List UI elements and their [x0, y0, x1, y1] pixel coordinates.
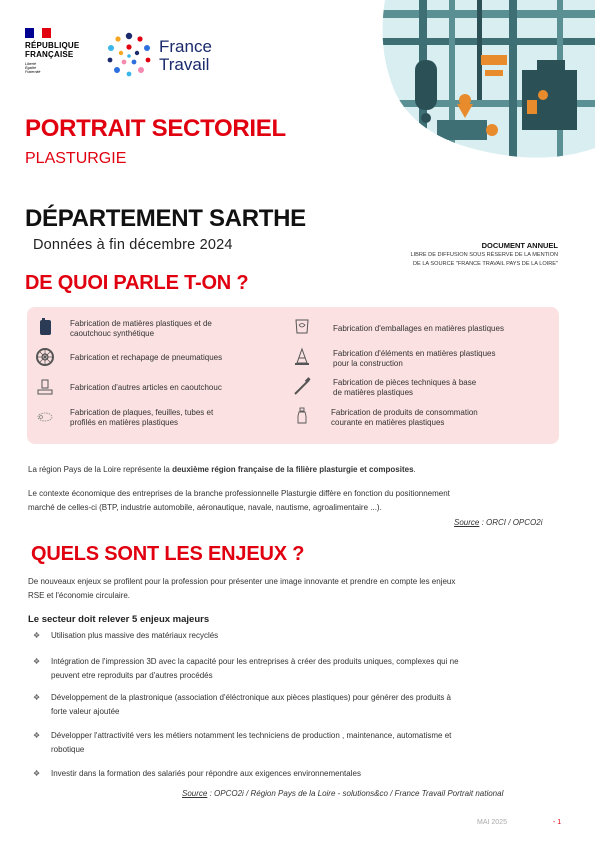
document-notice	[360, 241, 558, 269]
source-note-2: Source : OPCO2i / Région Pays de la Loire - solutions&co / France Travail Portrait national	[182, 789, 504, 798]
challenge-item-5: ❖ Investir dans la formation des salariés pour répondre aux exigences environnementales	[33, 767, 558, 781]
france-travail-logo-icon	[104, 30, 154, 80]
diamond-bullet-icon: ❖	[33, 769, 41, 778]
barrel-icon	[35, 317, 55, 337]
department-title: DÉPARTEMENT SARTHE	[25, 205, 306, 232]
challenge-item-3: ❖ Développement de la plastronique (association d'éléctronique aux pièces plastiques) pour générer des produits à forte valeur ajoutée	[33, 693, 451, 716]
activity-item-7: Fabrication de plaques, feuilles, tubes et profilés en matières plastiques	[70, 408, 214, 427]
challenge-item-2: ❖ Intégration de l'impression 3D avec la capacité pour les entreprises à créer des produits uniques, complexes qui ne peuvent etre reproduits par d'autres procédés	[33, 657, 459, 680]
page-title: PORTRAIT SECTORIEL	[25, 115, 286, 142]
activity-item-5: Fabrication d'autres articles en caoutchouc	[70, 383, 222, 392]
activity-item-4: Fabrication d'éléments en matières plastiques pour la construction	[333, 349, 496, 368]
republique-francaise-logo	[25, 28, 95, 74]
source-note-1: Source : ORCI / OPCO2i	[454, 518, 543, 527]
data-date: Données à fin décembre 2024	[33, 237, 233, 253]
rf-motto-3: Fraternité	[25, 70, 41, 74]
challenges-lead: Le secteur doit relever 5 enjeux majeurs	[28, 614, 210, 625]
region-highlight: deuxième région française de la filière plasturgie et composites	[172, 465, 414, 474]
activity-item-6: Fabrication de pièces techniques à base de matières plastiques	[333, 378, 477, 397]
traffic-cone-icon	[292, 347, 312, 367]
industrial-pipes-illustration	[377, 0, 595, 160]
challenge-item-1: ❖ Utilisation plus massive des matériaux recyclés	[33, 629, 558, 643]
rubber-stamp-icon	[35, 377, 55, 397]
sector-subtitle: PLASTURGIE	[25, 150, 127, 167]
region-intro: La région Pays de la Loire représente la deuxième région française de la filière plasturgie et composites.	[28, 465, 416, 474]
rf-name-line1: RÉPUBLIQUE	[25, 41, 80, 50]
rf-name-line2: FRANÇAISE	[25, 50, 74, 59]
activity-item-8: Fabrication de produits de consommation courante en matières plastiques	[331, 408, 478, 427]
diamond-bullet-icon: ❖	[33, 693, 41, 702]
rf-motto-1: Liberté	[25, 62, 36, 66]
section-heading-what: DE QUOI PARLE T-ON ?	[25, 272, 249, 294]
page-number: - 1	[553, 819, 562, 826]
tricolor-flag-icon	[25, 28, 51, 38]
activities-box	[27, 307, 559, 444]
activity-item-3: Fabrication et rechapage de pneumatiques	[70, 353, 223, 362]
challenge-item-4: ❖ Développer l'attractivité vers les métiers notamment les techniciens de production , maintenance, automatisme et robotique	[33, 731, 452, 754]
context-paragraph: Le contexte économique des entreprises de la branche professionnelle Plasturgie diffère en fonction du positionnement marché de celles-ci (BTP, industrie automobile, aéronautique, navale, nautisme, agroalimentaire ...).	[28, 489, 450, 512]
diamond-bullet-icon: ❖	[33, 731, 41, 740]
diffusion-note-1: LIBRE DE DIFFUSION SOUS RÉSERVE DE LA MENTION	[410, 252, 558, 258]
ft-name-line1: France	[159, 37, 212, 56]
diamond-bullet-icon: ❖	[33, 657, 41, 666]
diffusion-note-2: DE LA SOURCE "FRANCE TRAVAIL PAYS DE LA LOIRE"	[413, 261, 558, 267]
diamond-bullet-icon: ❖	[33, 631, 41, 640]
pipe-icon	[292, 377, 312, 397]
tire-icon	[35, 347, 55, 367]
packaging-icon	[292, 316, 312, 336]
bottle-icon	[292, 406, 312, 426]
document-type: DOCUMENT ANNUEL	[481, 241, 558, 250]
sheet-roll-icon	[35, 407, 55, 427]
ft-name-line2: Travail	[159, 55, 210, 74]
rf-motto-2: Égalité	[25, 66, 36, 70]
footer-date: MAI 2025	[477, 819, 507, 826]
challenges-intro: De nouveaux enjeux se profilent pour la profession pour présenter une image innovante et prendre en compte les enjeux RSE et l'économie circulaire.	[28, 577, 456, 600]
section-heading-challenges: QUELS SONT LES ENJEUX ?	[31, 543, 305, 565]
activity-item-2: Fabrication d'emballages en matières plastiques	[333, 324, 504, 333]
activity-item-1: Fabrication de matières plastiques et de caoutchouc synthétique	[70, 319, 212, 338]
